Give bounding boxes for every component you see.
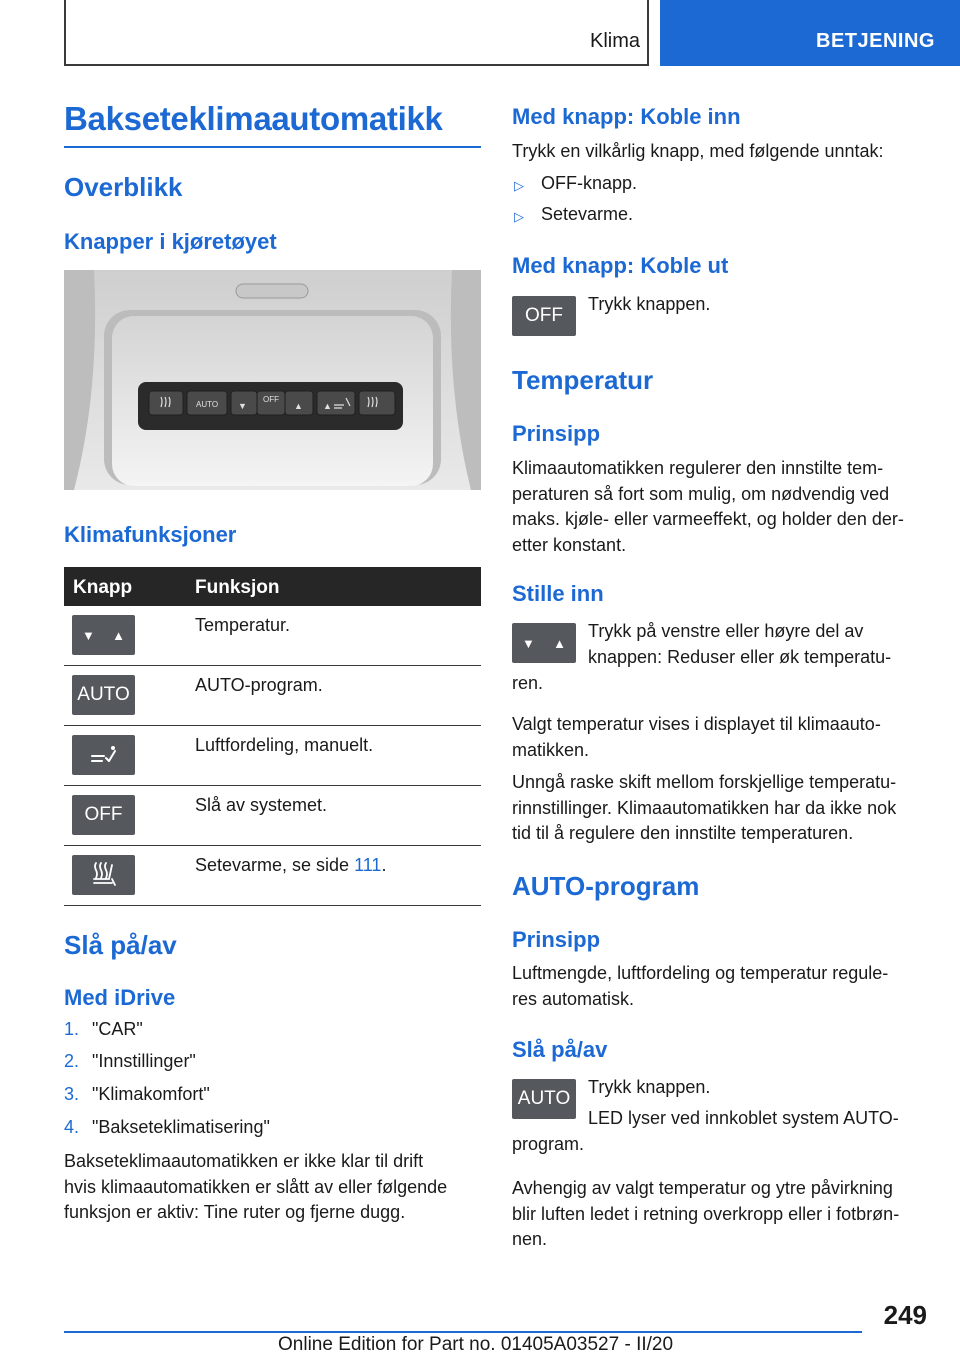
header-box	[64, 0, 649, 66]
depends-text: Avhengig av valgt temperatur og ytre påvirkning blir luften ledet i retning overkropp eller i fotbrøn- nen.	[512, 1178, 900, 1249]
svg-text:▲: ▲	[294, 401, 303, 411]
button-off-text: Trykk knappen.	[588, 294, 711, 314]
table-header	[64, 567, 481, 606]
overview-heading: Overblikk	[64, 172, 183, 202]
led-text-line: program.	[512, 1134, 585, 1154]
onoff-heading: Slå på/av	[64, 930, 177, 960]
seat-heating-icon	[72, 855, 135, 895]
table-row	[64, 606, 481, 666]
function-description: Slå av systemet.	[195, 795, 328, 815]
button-on-heading: Med knapp: Koble inn	[512, 104, 741, 129]
auto-press-text: Trykk knappen.	[588, 1077, 711, 1097]
header-section-title: Klima	[589, 30, 640, 52]
svg-text:▲: ▲	[323, 401, 332, 411]
photo-auto-label: AUTO	[196, 400, 219, 409]
bullet-triangle-icon: ▷	[514, 178, 524, 193]
idrive-heading: Med iDrive	[64, 985, 176, 1010]
function-description	[195, 855, 386, 876]
header-chapter-label: BETJENING	[816, 30, 935, 52]
step-text: "Klimakomfort"	[92, 1084, 210, 1104]
button-off-heading: Med knapp: Koble ut	[512, 253, 729, 278]
set-text-line: Trykk på venstre eller høyre del av	[588, 621, 864, 641]
seat-heating-suffix: .	[381, 855, 387, 875]
control-panel-photo	[64, 270, 481, 490]
auto-principle-text: Luftmengde, luftfordeling og temperatur regule- res automatisk.	[512, 963, 889, 1009]
functions-heading: Klimafunksjoner	[64, 522, 237, 547]
footer-rule	[64, 1331, 862, 1333]
table-row	[64, 846, 481, 906]
auto-principle-heading: Prinsipp	[512, 927, 601, 952]
header-chapter-tab[interactable]	[660, 0, 960, 66]
title-rule	[64, 146, 481, 148]
page-link-111[interactable]: 111	[354, 855, 382, 875]
exception-item: Setevarme.	[541, 204, 634, 224]
set-text-line: knappen: Reduser eller øk temperatu-	[588, 647, 892, 667]
buttons-heading: Knapper i kjøretøyet	[64, 229, 277, 254]
step-number: 3.	[64, 1084, 80, 1104]
page-number: 249	[883, 1300, 927, 1330]
column-header-button: Knapp	[73, 577, 133, 598]
temperature-principle-heading: Prinsipp	[512, 421, 601, 446]
air-distribution-icon	[72, 735, 135, 775]
auto-onoff-heading: Slå på/av	[512, 1037, 608, 1062]
auto-button-icon: AUTO	[72, 675, 135, 715]
svg-text:▼: ▼	[238, 401, 247, 411]
step-number: 2.	[64, 1051, 80, 1071]
button-on-intro: Trykk en vilkårlig knapp, med følgende unntak:	[512, 141, 884, 161]
avoid-text: Unngå raske skift mellom forskjellige temperatu- rinnstillinger. Klimaautomatikken har da ikke nok tid til å regulere den innstilte temperaturen.	[512, 772, 897, 843]
temperature-down-up-icon: ▼ ▲	[512, 623, 576, 663]
auto-button-icon: AUTO	[512, 1079, 576, 1119]
step-text: "CAR"	[92, 1019, 143, 1039]
function-description: Luftfordeling, manuelt.	[195, 735, 374, 755]
seat-heating-text: Setevarme, se side	[195, 855, 355, 875]
step-number: 1.	[64, 1019, 80, 1039]
auto-program-heading: AUTO-program	[512, 871, 700, 901]
set-heading: Stille inn	[512, 581, 604, 606]
step-number: 4.	[64, 1117, 80, 1137]
page-title: Bakseteklimaautomatikk	[64, 100, 443, 137]
column-header-function: Funksjon	[195, 577, 280, 598]
temperature-principle-text: Klimaautomatikken regulerer den innstilte tem- peraturen så fort som mulig, om nødvendig ved maks. kjøle- eller varmeeffekt, og holder den der- etter konstant.	[512, 458, 904, 555]
set-text-line: ren.	[512, 673, 544, 693]
footer-edition: Online Edition for Part no. 01405A03527 - II/20	[278, 1334, 674, 1355]
onoff-note: Bakseteklimaautomatikken er ikke klar til drift hvis klimaautomatikken er slått av eller følgende funksjon er aktiv: Tine ruter og fjerne dugg.	[64, 1151, 448, 1222]
display-text: Valgt temperatur vises i displayet til klimaauto- matikken.	[512, 714, 881, 760]
step-text: "Innstillinger"	[92, 1051, 196, 1071]
table-row	[64, 786, 481, 846]
table-row	[64, 726, 481, 786]
bullet-triangle-icon: ▷	[514, 209, 524, 224]
table-row	[64, 666, 481, 726]
functions-table	[64, 567, 481, 906]
off-button-icon: OFF	[512, 296, 576, 336]
photo-off-label: OFF	[263, 395, 279, 404]
step-text: "Bakseteklimatisering"	[92, 1117, 270, 1137]
off-button-icon: OFF	[72, 795, 135, 835]
function-description: Temperatur.	[195, 615, 291, 635]
temperature-heading: Temperatur	[512, 365, 654, 395]
temperature-down-up-icon: ▼ ▲	[72, 615, 135, 655]
exception-item: OFF-knapp.	[541, 173, 638, 193]
function-description: AUTO-program.	[195, 675, 323, 695]
led-text-line: LED lyser ved innkoblet system AUTO-	[588, 1108, 899, 1128]
control-panel-illustration	[64, 270, 481, 490]
